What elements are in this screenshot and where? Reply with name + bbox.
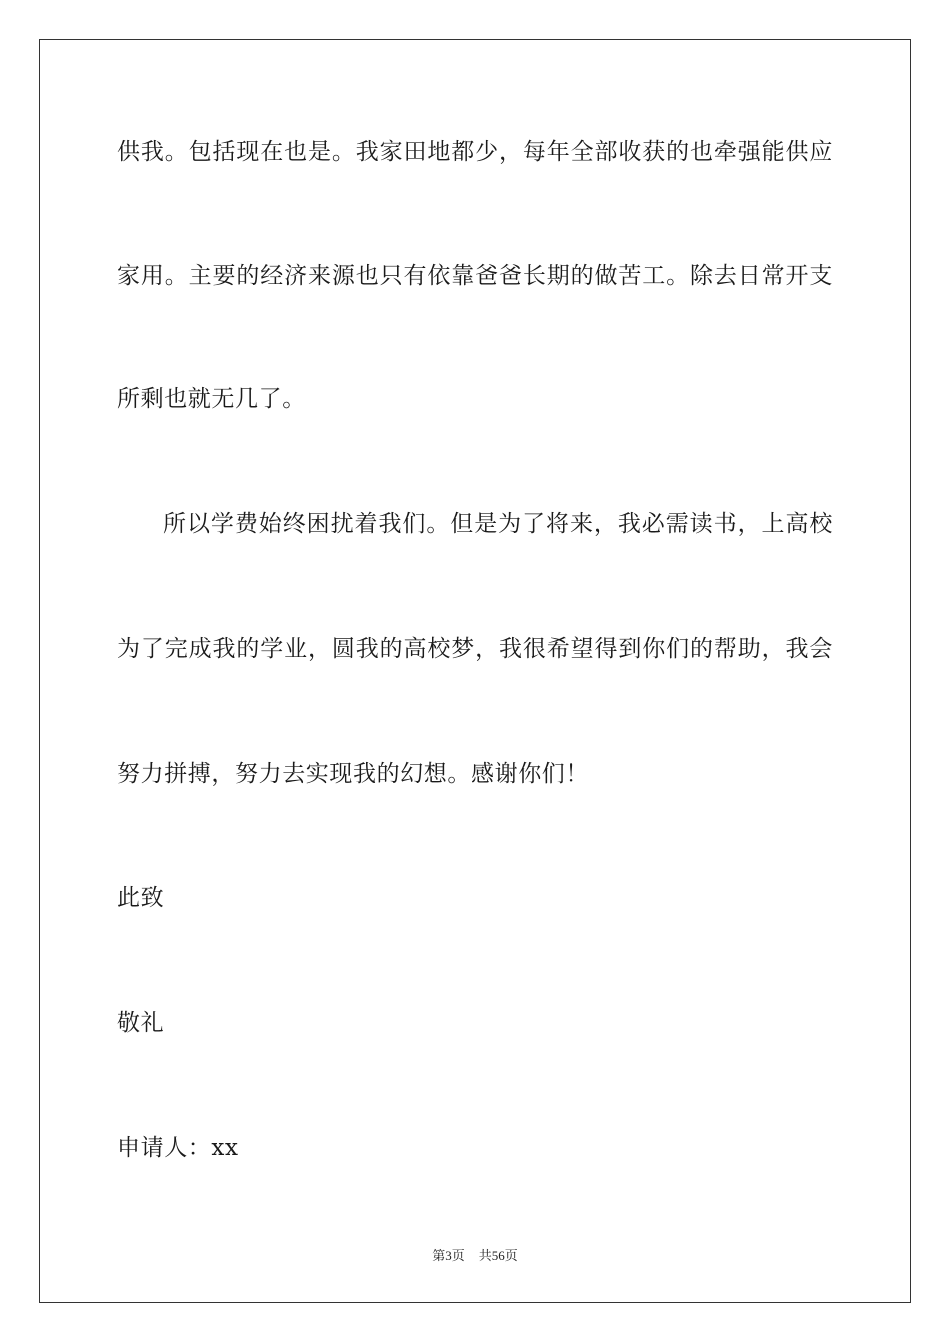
page-footer bbox=[0, 1247, 950, 1265]
body-line-2: 家用。主要的经济来源也只有依靠爸爸长期的做苦工。除去日常开支 bbox=[117, 263, 833, 289]
body-line-4: 所以学费始终困扰着我们。但是为了将来，我必需读书，上高校 bbox=[163, 511, 833, 537]
signature-text: 申请人：xx bbox=[117, 1135, 239, 1161]
body-line-1: 供我。包括现在也是。我家田地都少，每年全部收获的也牵强能供应 bbox=[117, 139, 833, 165]
page-number: 第3页 bbox=[432, 1248, 465, 1263]
salutation-text: 敬礼 bbox=[117, 1010, 165, 1036]
body-line-3: 所剩也就无几了。 bbox=[117, 386, 306, 412]
page-border bbox=[39, 39, 911, 1303]
page-total: 共56页 bbox=[478, 1248, 518, 1263]
closing-text: 此致 bbox=[117, 885, 165, 911]
body-line-6: 努力拼搏，努力去实现我的幻想。感谢你们！ bbox=[117, 761, 589, 787]
body-line-5: 为了完成我的学业，圆我的高校梦，我很希望得到你们的帮助，我会 bbox=[117, 636, 833, 662]
